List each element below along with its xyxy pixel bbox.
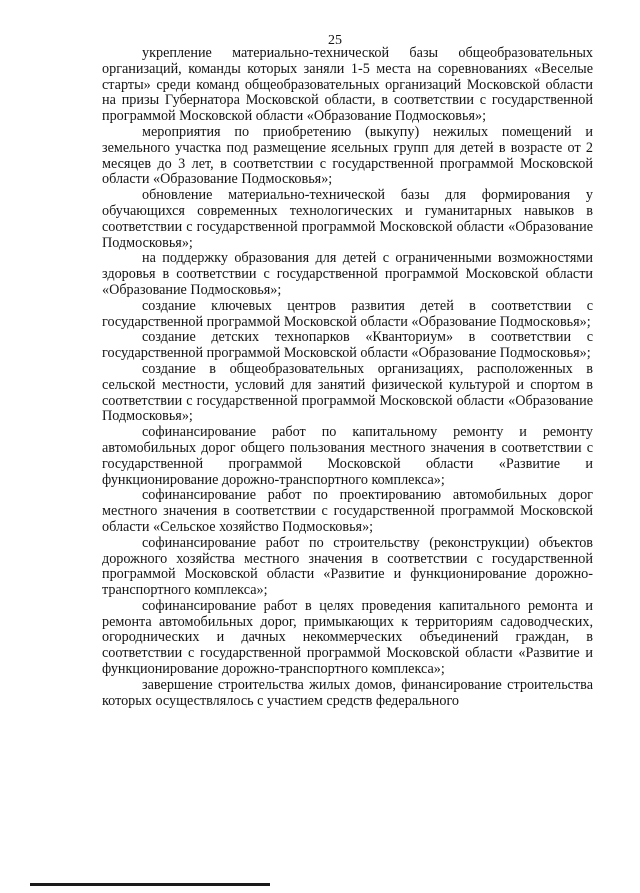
document-body bbox=[102, 46, 593, 709]
paragraph: мероприятия по приобретению (выкупу) нежилых помещений и земельного участка под размещение ясельных групп для детей в возрасте от 2 месяцев до 3 лет, в соответствии с государственной программой Московской области «Образование Подмосковья»; bbox=[102, 123, 593, 188]
paragraph: завершение строительства жилых домов, финансирование строительства которых осуществлялось с участием средств федерального bbox=[102, 676, 593, 709]
paragraph: софинансирование работ по капитальному ремонту и ремонту автомобильных дорог общего пользования местного значения в соответствии с государственной программой Московской области «Развитие и функционирование дорожно-транспортного комплекса»; bbox=[102, 424, 593, 488]
bottom-rule bbox=[30, 883, 270, 886]
page-number: 25 bbox=[328, 33, 342, 48]
paragraph: обновление материально-технической базы для формирования у обучающихся современных технологических и гуманитарных навыков в соответствии с государственной программой Московской области «Образование Подмосковья»; bbox=[102, 187, 593, 251]
paragraph: укрепление материально-технической базы общеобразовательных организаций, команды которых заняли 1-5 места на соревнованиях «Веселые старты» среди команд общеобразовательных организаций Московской области на призы Губернатора Московской области, в соответствии с государственной программой Московской области «Образование Подмосковья»; bbox=[102, 45, 593, 125]
paragraph: софинансирование работ по проектированию автомобильных дорог местного значения в соответствии с государственной программой Московской области «Сельское хозяйство Подмосковья»; bbox=[102, 487, 593, 535]
paragraph: софинансирование работ в целях проведения капитального ремонта и ремонта автомобильных дорог, примыкающих к территориям садоводческих, огороднических и дачных некоммерческих объединений граждан, в соответствии с государственной программой Московской области «Развитие и функционирование дорожно-транспортного комплекса»; bbox=[102, 597, 593, 678]
paragraph: софинансирование работ по строительству (реконструкции) объектов дорожного хозяйства местного значения в соответствии с государственной программой Московской области «Развитие и функционирование дорожно-транспортного комплекса»; bbox=[102, 534, 593, 599]
paragraph: создание ключевых центров развития детей в соответствии с государственной программой Московской области «Образование Подмосковья»; bbox=[102, 297, 593, 330]
paragraph: на поддержку образования для детей с ограниченными возможностями здоровья в соответствии с государственной программой Московской области «Образование Подмосковья»; bbox=[102, 250, 593, 298]
paragraph: создание детских технопарков «Кванториум» в соответствии с государственной программой Московской области «Образование Подмосковья»; bbox=[102, 329, 593, 362]
paragraph: создание в общеобразовательных организациях, расположенных в сельской местности, условий для занятий физической культурой и спортом в соответствии с государственной программой Московской области «Образование Подмосковья»; bbox=[102, 360, 593, 425]
